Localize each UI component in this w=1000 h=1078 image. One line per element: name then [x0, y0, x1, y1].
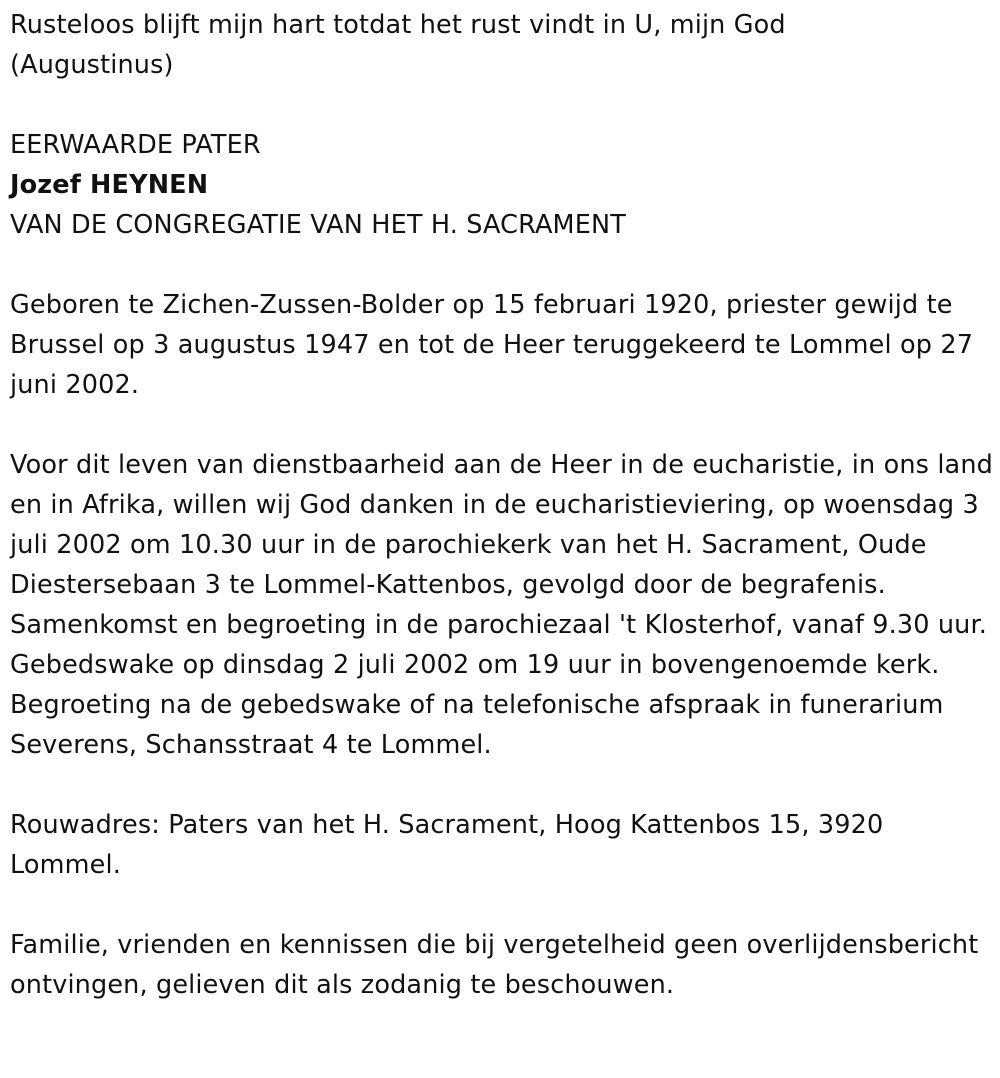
- quote-text: Rusteloos blijft mijn hart totdat het rust vindt in U, mijn God: [10, 10, 786, 40]
- quote-source: (Augustinus): [10, 50, 174, 80]
- deceased-name: Jozef HEYNEN: [10, 170, 209, 200]
- biography-paragraph: Geboren te Zichen-Zussen-Bolder op 15 februari 1920, priester gewijd te Brussel op 3 augustus 1947 en tot de Heer teruggekeerd te Lommel op 27 juni 2002.: [10, 290, 974, 400]
- spacer: [10, 405, 995, 445]
- quote: [10, 5, 995, 85]
- ceremony-paragraph: Voor dit leven van dienstbaarheid aan de Heer in de eucharistie, in ons land en in Afrika, willen wij God danken in de eucharistieviering, op woensdag 3 juli 2002 om 10.30 uur in de parochiekerk van het H. Sacrament, Oude Diestersebaan 3 te Lommel-Kattenbos, gevolgd door de begrafenis. Samenkomst en begroeting in de parochiezaal 't Klosterhof, vanaf 9.30 uur. Gebedswake op dinsdag 2 juli 2002 om 19 uur in bovengenoemde kerk. Begroeting na de gebedswake of na telefonische afspraak in funerarium Severens, Schansstraat 4 te Lommel.: [10, 450, 993, 760]
- deceased-title: EERWAARDE PATER: [10, 130, 261, 160]
- address-paragraph: Rouwadres: Paters van het H. Sacrament, Hoog Kattenbos 15, 3920 Lommel.: [10, 810, 884, 880]
- spacer: [10, 885, 995, 925]
- closing-paragraph: Familie, vrienden en kennissen die bij vergetelheid geen overlijdensbericht ontvingen, gelieven dit als zodanig te beschouwen.: [10, 930, 979, 1000]
- spacer: [10, 85, 995, 125]
- deceased-congregation: VAN DE CONGREGATIE VAN HET H. SACRAMENT: [10, 210, 626, 240]
- obituary-notice: [10, 5, 995, 1005]
- spacer: [10, 245, 995, 285]
- spacer: [10, 765, 995, 805]
